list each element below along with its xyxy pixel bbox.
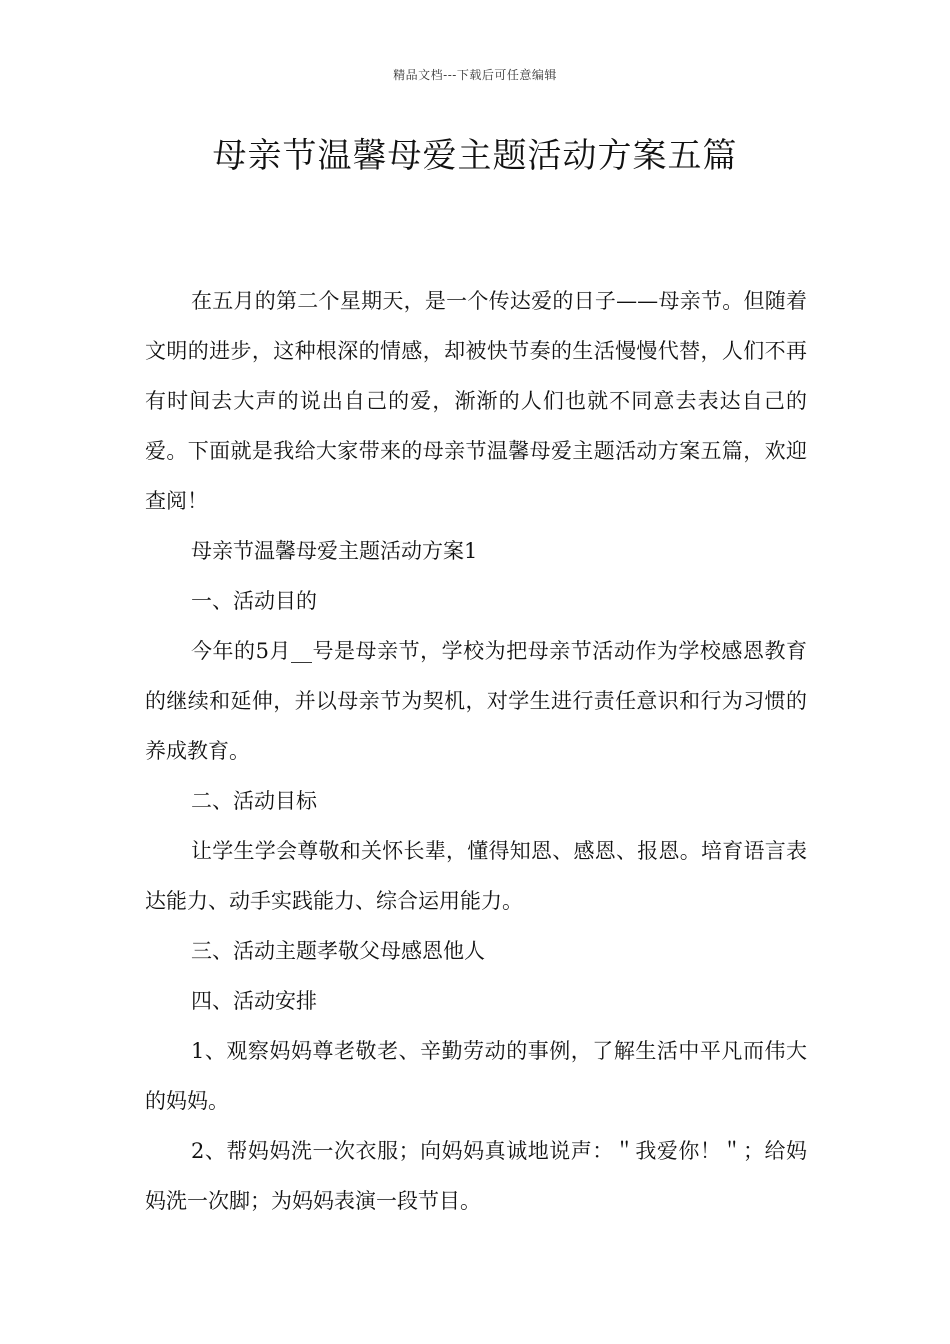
section-paragraph-goals: 让学生学会尊敬和关怀长辈，懂得知恩、感恩、报恩。培育语言表达能力、动手实践能力、综合运用能力。 (145, 839, 807, 913)
header-note: 精品文档---下载后可任意编辑 (393, 68, 557, 82)
section-heading-arrangement: 四、活动安排 (191, 989, 317, 1013)
section-heading-goals: 二、活动目标 (191, 789, 317, 813)
document-title: 母亲节温馨母爱主题活动方案五篇 (212, 136, 738, 176)
intro-paragraph: 在五月的第二个星期天，是一个传达爱的日子——母亲节。但随着文明的进步，这种根深的情感，却被快节奏的生活慢慢代替，人们不再有时间去大声的说出自己的爱，渐渐的人们也就不同意去表达自己的爱。下面就是我给大家带来的母亲节温馨母爱主题活动方案五篇，欢迎查阅！ (145, 289, 807, 513)
plan-title: 母亲节温馨母爱主题活动方案1 (191, 539, 478, 563)
section-paragraph-purpose: 今年的5月__号是母亲节，学校为把母亲节活动作为学校感恩教育的继续和延伸，并以母亲节为契机，对学生进行责任意识和行为习惯的养成教育。 (145, 639, 807, 763)
document-body (145, 276, 807, 1226)
arrangement-item-1: 1、观察妈妈尊老敬老、辛勤劳动的事例，了解生活中平凡而伟大的妈妈。 (145, 1039, 807, 1113)
arrangement-item-2: 2、帮妈妈洗一次衣服；向妈妈真诚地说声：＂我爱你！＂；给妈妈洗一次脚；为妈妈表演一段节目。 (145, 1139, 807, 1213)
section-heading-theme: 三、活动主题孝敬父母感恩他人 (191, 939, 485, 963)
section-heading-purpose: 一、活动目的 (191, 589, 317, 613)
